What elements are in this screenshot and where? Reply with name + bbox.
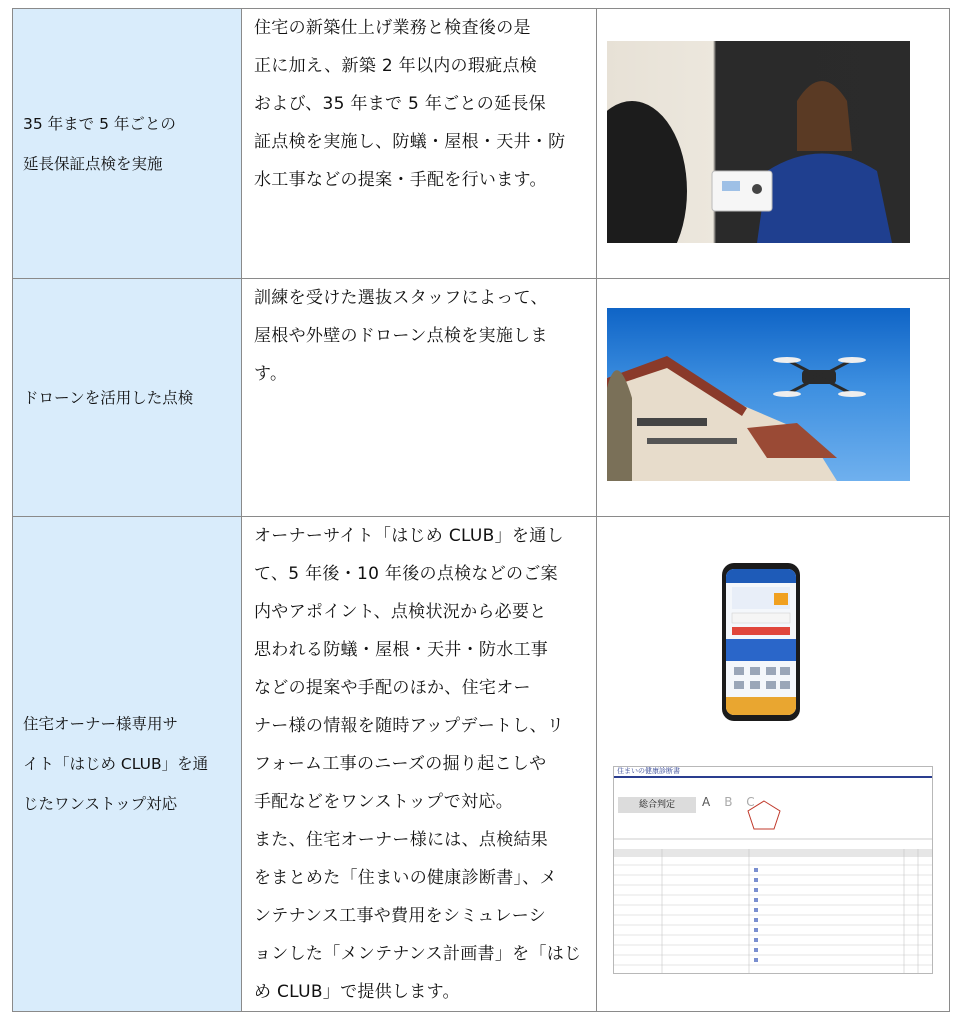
- report-grade: B: [724, 795, 747, 809]
- table-row: [13, 279, 950, 517]
- desc-line: ョンした「メンテナンス計画書」を「はじ: [254, 944, 582, 964]
- desc-line: フォーム工事のニーズの掘り起こしや: [254, 754, 547, 774]
- row-label-cell: [13, 9, 242, 279]
- row-label-line: 35 年まで 5 年ごとの: [23, 114, 176, 133]
- row-label-line: イト「はじめ CLUB」を通: [23, 755, 209, 773]
- report-grade: C: [746, 795, 769, 809]
- row-description-cell: [242, 279, 597, 517]
- health-report-image: [613, 766, 933, 974]
- desc-line: オーナーサイト「はじめ CLUB」を通し: [254, 526, 564, 546]
- desc-line: および、35 年まで 5 年ごとの延長保: [254, 94, 546, 114]
- info-table: [12, 8, 950, 1012]
- desc-line: 住宅の新築仕上げ業務と検査後の是: [254, 18, 531, 38]
- desc-line: などの提案や手配のほか、住宅オー: [254, 678, 531, 698]
- desc-line: 思われる防蟻・屋根・天井・防水工事: [254, 640, 549, 660]
- row-description-cell: [242, 517, 597, 1012]
- desc-line: す。: [254, 364, 288, 384]
- app-screen: [726, 569, 796, 715]
- report-title: 住まいの健康診断書: [614, 767, 932, 778]
- desc-line: ナー様の情報を随時アップデートし、リ: [254, 716, 565, 736]
- desc-line: 内やアポイント、点検状況から必要と: [254, 602, 547, 622]
- report-score-label: 総合判定: [618, 797, 696, 813]
- table-row: [13, 9, 950, 279]
- smartphone-app-image: [722, 563, 800, 721]
- desc-line: 屋根や外壁のドローン点検を実施しま: [254, 326, 548, 346]
- desc-line: また、住宅オーナー様には、点検結果: [254, 830, 549, 850]
- row-label-line: 延長保証点検を実施: [23, 154, 163, 173]
- desc-line: ンテナンス工事や費用をシミュレーシ: [254, 906, 547, 926]
- desc-line: て、5 年後・10 年後の点検などのご案: [254, 564, 558, 584]
- row-label-cell: [13, 517, 242, 1012]
- row-image-cell: [597, 9, 950, 279]
- staff-with-tablet-photo: [607, 41, 910, 243]
- row-image-cell: [597, 279, 950, 517]
- desc-line: 手配などをワンストップで対応。: [254, 792, 513, 812]
- row-label-cell: [13, 279, 242, 517]
- desc-line: 正に加え、新築 2 年以内の瑕疵点検: [254, 56, 538, 76]
- desc-line: 訓練を受けた選抜スタッフによって、: [254, 288, 548, 308]
- row-description-cell: [242, 9, 597, 279]
- desc-line: をまとめた「住まいの健康診断書」、メ: [254, 868, 557, 888]
- row-label-line: ドローンを活用した点検: [23, 388, 194, 407]
- row-label-line: じたワンストップ対応: [23, 795, 178, 813]
- row-image-cell: [597, 517, 950, 1012]
- desc-line: 水工事などの提案・手配を行います。: [254, 170, 547, 190]
- drone-icon: [773, 357, 866, 397]
- drone-over-houses-photo: [607, 308, 910, 481]
- report-grade: A: [702, 795, 725, 809]
- table-row: [13, 517, 950, 1012]
- desc-line: 証点検を実施し、防蟻・屋根・天井・防: [254, 132, 566, 152]
- row-label-line: 住宅オーナー様専用サ: [23, 715, 179, 733]
- desc-line: め CLUB」で提供します。: [254, 982, 460, 1002]
